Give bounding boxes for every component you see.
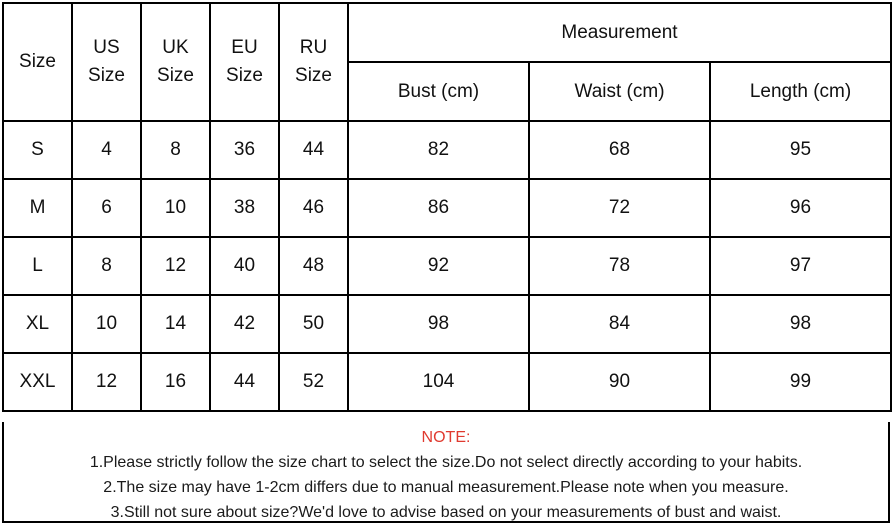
cell-ru: 44 xyxy=(279,121,348,179)
cell-size: XXL xyxy=(3,353,72,411)
cell-us: 10 xyxy=(72,295,141,353)
cell-us: 6 xyxy=(72,179,141,237)
note-title: NOTE: xyxy=(421,429,471,446)
cell-ru: 46 xyxy=(279,179,348,237)
cell-waist: 68 xyxy=(529,121,710,179)
cell-bust: 98 xyxy=(348,295,529,353)
cell-us: 12 xyxy=(72,353,141,411)
cell-bust: 104 xyxy=(348,353,529,411)
cell-eu: 38 xyxy=(210,179,279,237)
header-size: Size xyxy=(3,3,72,121)
cell-ru: 50 xyxy=(279,295,348,353)
cell-uk: 8 xyxy=(141,121,210,179)
size-table xyxy=(2,2,892,412)
header-uk-size: UK Size xyxy=(141,3,210,121)
cell-eu: 44 xyxy=(210,353,279,411)
cell-ru: 48 xyxy=(279,237,348,295)
table-row xyxy=(3,237,891,295)
table-row xyxy=(3,121,891,179)
header-ru-size: RU Size xyxy=(279,3,348,121)
note-line-3: 3.Still not sure about size?We'd love to advise based on your measurements of bust and waist. xyxy=(110,504,782,521)
notes-box xyxy=(2,422,890,523)
cell-eu: 42 xyxy=(210,295,279,353)
table-row xyxy=(3,295,891,353)
note-line-2: 2.The size may have 1-2cm differs due to manual measurement.Please note when you measure. xyxy=(103,479,789,496)
cell-waist: 90 xyxy=(529,353,710,411)
header-measurement: Measurement xyxy=(348,3,891,62)
note-line-1: 1.Please strictly follow the size chart to select the size.Do not select directly according to your habits. xyxy=(89,454,803,471)
cell-length: 99 xyxy=(710,353,891,411)
cell-bust: 86 xyxy=(348,179,529,237)
header-length: Length (cm) xyxy=(710,62,891,121)
table-row xyxy=(3,179,891,237)
cell-size: S xyxy=(3,121,72,179)
header-eu-size: EU Size xyxy=(210,3,279,121)
header-waist: Waist (cm) xyxy=(529,62,710,121)
table-row xyxy=(3,353,891,411)
header-bust: Bust (cm) xyxy=(348,62,529,121)
cell-bust: 92 xyxy=(348,237,529,295)
cell-ru: 52 xyxy=(279,353,348,411)
cell-waist: 78 xyxy=(529,237,710,295)
cell-length: 97 xyxy=(710,237,891,295)
header-us-size: US Size xyxy=(72,3,141,121)
cell-waist: 72 xyxy=(529,179,710,237)
cell-size: XL xyxy=(3,295,72,353)
cell-size: L xyxy=(3,237,72,295)
cell-eu: 40 xyxy=(210,237,279,295)
header-row-top xyxy=(3,3,891,62)
cell-waist: 84 xyxy=(529,295,710,353)
cell-bust: 82 xyxy=(348,121,529,179)
cell-length: 96 xyxy=(710,179,891,237)
cell-uk: 12 xyxy=(141,237,210,295)
cell-uk: 10 xyxy=(141,179,210,237)
cell-eu: 36 xyxy=(210,121,279,179)
cell-uk: 14 xyxy=(141,295,210,353)
cell-length: 98 xyxy=(710,295,891,353)
cell-size: M xyxy=(3,179,72,237)
cell-uk: 16 xyxy=(141,353,210,411)
cell-us: 4 xyxy=(72,121,141,179)
cell-us: 8 xyxy=(72,237,141,295)
cell-length: 95 xyxy=(710,121,891,179)
